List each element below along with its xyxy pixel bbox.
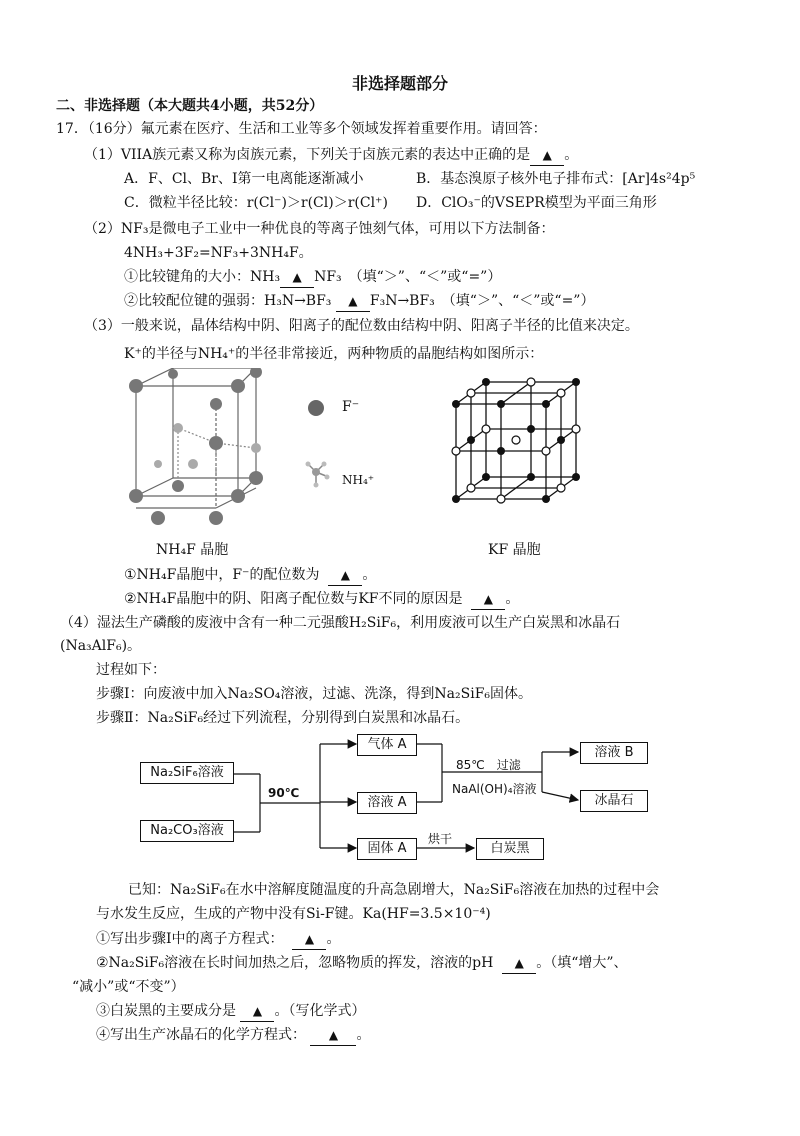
q17-4-sub2: ②Na₂SiF₆溶液在长时间加热之后，忽略物质的挥发，溶液的pH ▲ 。（填“增大”、 [96, 953, 628, 974]
option-a: A．F、Cl、Br、I第一电离能逐渐减小 [124, 171, 364, 187]
answer-blank[interactable]: ▲ [292, 929, 326, 950]
q17-2-sub1: ①比较键角的大小：NH₃ ▲ NF₃ （填“＞”、“＜”或“=”） [124, 267, 501, 288]
step-2: 步骤Ⅱ：Na₂SiF₆经过下列流程，分别得到白炭黑和冰晶石。 [96, 710, 470, 726]
f-ion [250, 368, 262, 378]
q17-3-sub1: ①NH₄F晶胞中，F⁻的配位数为 ▲ 。 [124, 565, 376, 586]
answer-blank[interactable]: ▲ [240, 1001, 274, 1022]
flow-temp-label: 90℃ [268, 786, 300, 800]
legend-nh4-label: NH₄⁺ [342, 473, 375, 487]
flow-box-solution-b: 溶液 B [580, 742, 648, 764]
q17-1-stem: （1）VIIA族元素又称为卤族元素，下列关于卤族元素的表达中正确的是 ▲ 。 [84, 145, 578, 166]
flow-box-white-carbon: 白炭黑 [476, 838, 544, 860]
f-ion [209, 511, 223, 525]
nh4f-cell-diagram [118, 368, 278, 533]
f-ion [249, 471, 263, 485]
flow-cond-85c: 85℃ 过滤 [456, 758, 521, 772]
f-ion [209, 436, 223, 450]
flow-dry-label: 烘干 [428, 832, 453, 846]
f-ion [231, 379, 245, 393]
q17-4-stem1: （4）湿法生产磷酸的废液中含有一种二元强酸H₂SiF₆，利用废液可以生产白炭黑和冰晶石 [60, 615, 621, 631]
known-line2: 与水发生反应，生成的产物中没有Si-F键。Ka(HF=3.5×10⁻⁴) [96, 906, 491, 922]
f-ion [151, 511, 165, 525]
step-1: 步骤Ⅰ：向废液中加入Na₂SO₄溶液，过滤、洗涤，得到Na₂SiF₆固体。 [96, 686, 533, 702]
q17-4-stem2: (Na₃AlF₆)。 [60, 638, 142, 654]
q17-2-sub2: ②比较配位键的强弱：H₃N→BF₃ ▲ F₃N→BF₃ （填“＞”、“＜”或“=”） [124, 291, 594, 312]
nh4f-caption: NH₄F 晶胞 [156, 542, 229, 558]
flow-box-na2co3: Na₂CO₃溶液 [140, 820, 234, 842]
f-ion [210, 398, 222, 410]
answer-blank[interactable]: ▲ [280, 267, 314, 288]
q17-2-stem: （2）NF₃是微电子工业中一种优良的等离子蚀刻气体，可用以下方法制备： [84, 221, 555, 237]
known-line1: 已知：Na₂SiF₆在水中溶解度随温度的升高急剧增大，Na₂SiF₆溶液在加热的过程中会 [128, 882, 660, 898]
section-title: 非选择题部分 [351, 74, 448, 93]
flow-box-na2sif6: Na₂SiF₆溶液 [140, 762, 234, 784]
f-ion [168, 369, 178, 379]
legend-f-label: F⁻ [342, 399, 360, 415]
q17-4-sub1: ①写出步骤Ⅰ中的离子方程式： ▲ 。 [96, 929, 340, 950]
answer-blank[interactable]: ▲ [328, 565, 362, 586]
process-label: 过程如下： [96, 662, 166, 678]
q17-4-sub4: ④写出生产冰晶石的化学方程式： ▲ 。 [96, 1025, 370, 1046]
f-ion [129, 489, 143, 503]
flow-box-solution-a: 溶液 A [357, 792, 417, 814]
answer-blank[interactable]: ▲ [530, 145, 564, 166]
flow-box-solid-a: 固体 A [357, 838, 417, 860]
answer-blank[interactable]: ▲ [471, 589, 505, 610]
nf3-equation: 4NH₃+3F₂=NF₃+3NH₄F。 [124, 245, 313, 261]
flow-cond-naaloh4: NaAl(OH)₄溶液 [452, 782, 537, 796]
flow-box-gas-a: 气体 A [357, 734, 417, 756]
option-c: C．微粒半径比较：r(Cl⁻)＞r(Cl)＞r(Cl⁺) [124, 195, 388, 211]
f-ion [231, 489, 245, 503]
q17-4-sub3: ③白炭黑的主要成分是 ▲ 。（写化学式） [96, 1001, 365, 1022]
option-d: D．ClO₃⁻的VSEPR模型为平面三角形 [416, 195, 657, 211]
f-ion [129, 379, 143, 393]
q17-3-line2: K⁺的半径与NH₄⁺的半径非常接近，两种物质的晶胞结构如图所示： [124, 346, 544, 362]
answer-blank[interactable]: ▲ [336, 291, 370, 312]
part-heading: 二、非选择题（本大题共4小题，共52分） [56, 98, 324, 114]
q17-4-sub2-cont: “减小”或“不变”） [72, 979, 185, 995]
f-ion [172, 480, 184, 492]
kf-caption: KF 晶胞 [488, 542, 541, 558]
q17-3-stem: （3）一般来说，晶体结构中阴、阳离子的配位数由结构中阴、阳离子半径的比值来决定。 [84, 318, 639, 334]
answer-blank[interactable]: ▲ [502, 953, 536, 974]
flow-box-cryolite: 冰晶石 [580, 790, 648, 812]
q17-3-sub2: ②NH₄F晶胞中的阴、阳离子配位数与KF不同的原因是 ▲ 。 [124, 589, 519, 610]
legend-symbols [298, 392, 338, 502]
answer-blank[interactable]: ▲ [310, 1025, 356, 1046]
option-b: B．基态溴原子核外电子排布式：[Ar]4s²4p⁵ [416, 171, 696, 187]
f-legend-dot [308, 400, 324, 416]
q17-intro: 17．（16分）氟元素在医疗、生活和工业等多个领域发挥着重要作用。请回答： [56, 121, 547, 137]
kf-cell-diagram [446, 374, 586, 514]
